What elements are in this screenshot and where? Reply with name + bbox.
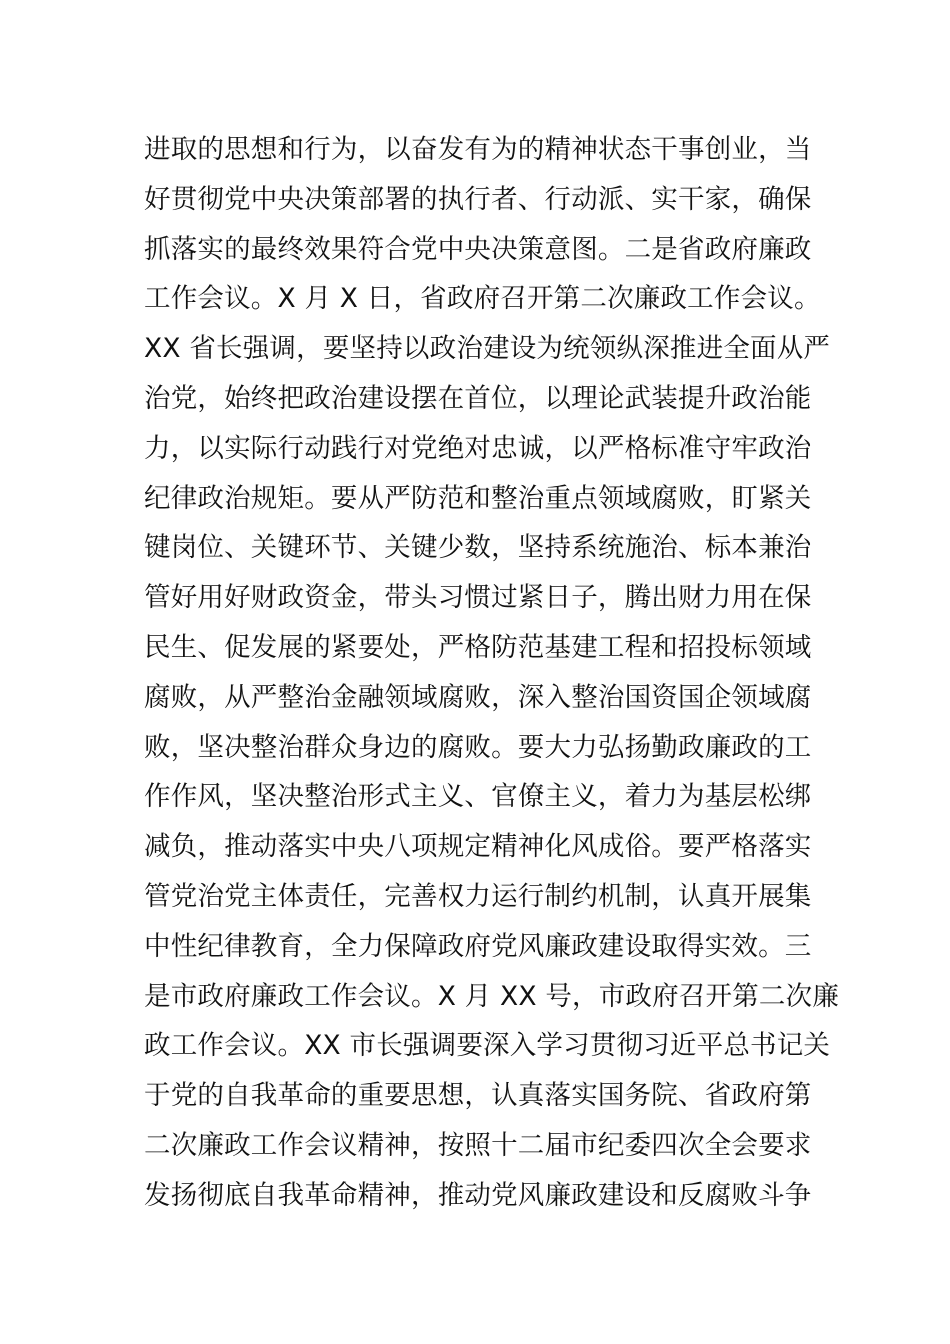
text-line: 纪律政治规矩。要从严防范和整治重点领域腐败，盯紧关: [144, 482, 812, 514]
text-line: 于党的自我革命的重要思想，认真落实国务院、省政府第: [144, 1080, 812, 1112]
text-line: 好贯彻党中央决策部署的执行者、行动派、实干家，确保: [144, 183, 812, 215]
text-line: 键岗位、关键环节、关键少数，坚持系统施治、标本兼治: [144, 532, 812, 564]
text-line: 是市政府廉政工作会议。X 月 XX 号，市政府召开第二次廉: [144, 980, 840, 1012]
text-line: 民生、促发展的紧要处，严格防范基建工程和招投标领域: [144, 631, 812, 663]
text-line: 工作会议。X 月 X 日，省政府召开第二次廉政工作会议。: [144, 283, 821, 315]
text-line: 中性纪律教育，全力保障政府党风廉政建设取得实效。三: [144, 930, 812, 962]
text-line: 腐败，从严整治金融领域腐败，深入整治国资国企领域腐: [144, 681, 812, 713]
text-line: 政工作会议。XX 市长强调要深入学习贯彻习近平总书记关: [144, 1030, 831, 1062]
text-line: 败，坚决整治群众身边的腐败。要大力弘扬勤政廉政的工: [144, 731, 812, 763]
text-line: 治党，始终把政治建设摆在首位，以理论武装提升政治能: [144, 382, 812, 414]
text-line: 力，以实际行动践行对党绝对忠诚，以严格标准守牢政治: [144, 432, 812, 464]
text-line: 发扬彻底自我革命精神，推动党风廉政建设和反腐败斗争: [144, 1179, 812, 1211]
text-line: 进取的思想和行为，以奋发有为的精神状态干事创业，当: [144, 134, 812, 165]
text-line: 管党治党主体责任，完善权力运行制约机制，认真开展集: [144, 880, 812, 912]
body-text: [144, 125, 844, 1221]
text-line: 管好用好财政资金，带头习惯过紧日子，腾出财力用在保: [144, 582, 812, 614]
text-line: XX 省长强调，要坚持以政治建设为统领纵深推进全面从严: [144, 333, 831, 365]
text-line: 作作风，坚决整治形式主义、官僚主义，着力为基层松绑: [144, 781, 812, 813]
text-line: 减负，推动落实中央八项规定精神化风成俗。要严格落实: [144, 831, 812, 863]
text-line: 抓落实的最终效果符合党中央决策意图。二是省政府廉政: [144, 233, 812, 265]
text-line: 二次廉政工作会议精神，按照十二届市纪委四次全会要求: [144, 1129, 812, 1161]
